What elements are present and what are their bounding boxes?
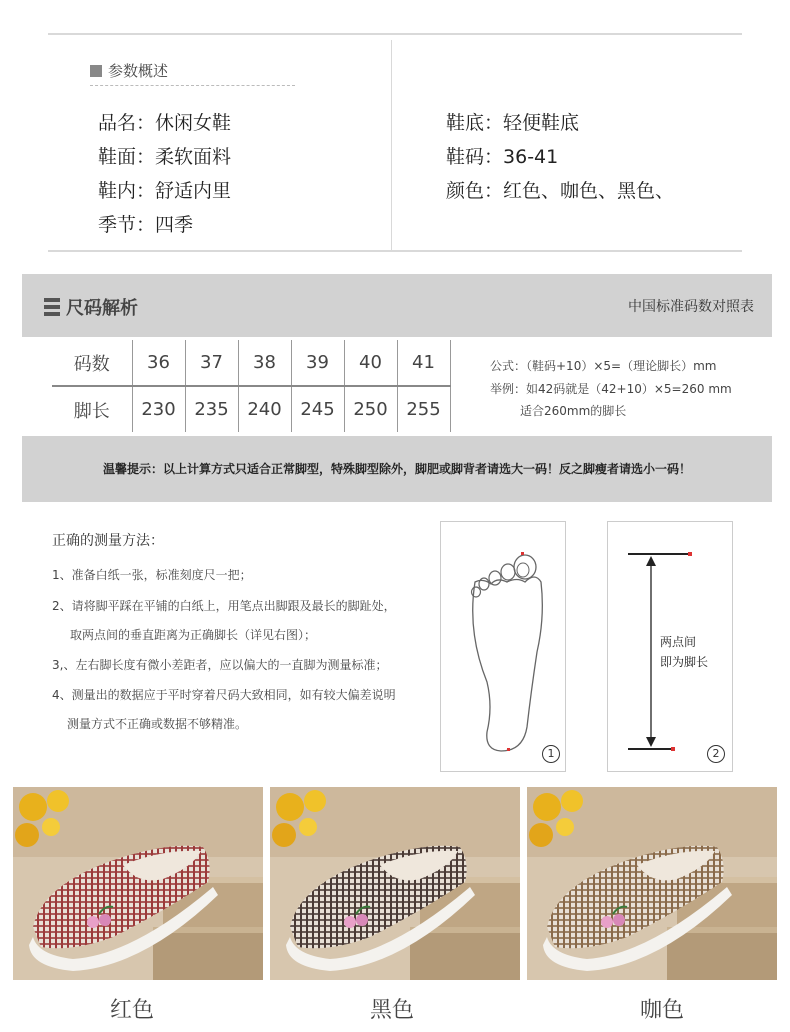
length-cell: 255 xyxy=(397,386,450,432)
param-name: 品名：休闲女鞋 xyxy=(98,112,232,134)
param-upper: 鞋面：柔软面料 xyxy=(98,146,232,168)
length-caption: 两点间 即为脚长 xyxy=(660,635,709,669)
overview-bottom-divider xyxy=(48,250,742,252)
size-cell: 39 xyxy=(291,340,344,386)
length-cell: 235 xyxy=(185,386,238,432)
param-color: 颜色：红色、咖色、黑色、 xyxy=(446,180,675,202)
menu-bars-icon xyxy=(44,298,60,316)
product-photo-red xyxy=(13,787,263,980)
measure-step: 4、测量出的数据应于平时穿着尺码大致相同，如有较大偏差说明 xyxy=(52,688,396,702)
color-label-brown: 咖色 xyxy=(640,998,685,1023)
param-size: 鞋码：36-41 xyxy=(446,146,559,168)
tip-banner xyxy=(22,436,772,502)
product-photo-black xyxy=(270,787,520,980)
size-cell: 40 xyxy=(344,340,397,386)
size-cell: 36 xyxy=(132,340,185,386)
overview-title: 参数概述 xyxy=(90,60,168,81)
table-row xyxy=(52,386,450,432)
length-figure xyxy=(607,521,733,772)
measure-step: 取两点间的垂直距离为正确脚长（详见右图）； xyxy=(70,628,317,642)
top-divider xyxy=(48,33,742,35)
overview-divider xyxy=(391,40,392,250)
measure-step: 3,、左右脚长度有微小差距者，应以偏大的一直脚为测量标准； xyxy=(52,658,388,672)
color-label-black: 黑色 xyxy=(370,998,415,1023)
row-header-size: 码数 xyxy=(52,340,132,386)
size-banner xyxy=(22,274,772,337)
overview-title-underline xyxy=(90,85,295,86)
formula-line: 公式：（鞋码+10）×5=（理论脚长）mm xyxy=(490,359,717,373)
measure-step: 2、请将脚平踩在平铺的白纸上，用笔点出脚跟及最长的脚趾处， xyxy=(52,599,396,613)
size-cell: 37 xyxy=(185,340,238,386)
length-cell: 245 xyxy=(291,386,344,432)
measure-step: 测量方式不正确或数据不够精准。 xyxy=(67,717,248,731)
formula-fit: 适合260mm的脚长 xyxy=(520,404,627,418)
figure-number-badge: 1 xyxy=(542,745,560,763)
length-cell: 240 xyxy=(238,386,291,432)
param-season: 季节：四季 xyxy=(98,214,194,236)
length-cell: 230 xyxy=(132,386,185,432)
foot-figure xyxy=(440,521,566,772)
product-photo-brown xyxy=(527,787,777,980)
tip-text: 温馨提示：以上计算方式只适合正常脚型，特殊脚型除外，脚肥或脚背者请选大一码！反之脚瘦者请选小一码！ xyxy=(102,462,691,476)
size-table xyxy=(52,340,451,432)
param-sole: 鞋底：轻便鞋底 xyxy=(446,112,580,134)
foot-outline-icon xyxy=(441,522,565,771)
table-row xyxy=(52,340,450,386)
length-cell: 250 xyxy=(344,386,397,432)
size-cell: 41 xyxy=(397,340,450,386)
measure-title: 正确的测量方法： xyxy=(52,533,164,549)
row-header-length: 脚长 xyxy=(52,386,132,432)
color-label-red: 红色 xyxy=(110,998,155,1023)
measure-step: 1、准备白纸一张，标准刻度尺一把； xyxy=(52,568,252,582)
square-icon xyxy=(90,65,102,77)
size-banner-title: 尺码解析 xyxy=(44,294,138,320)
formula-example: 举例：如42码就是（42+10）×5=260 mm xyxy=(490,382,732,396)
figure-number-badge: 2 xyxy=(707,745,725,763)
size-cell: 38 xyxy=(238,340,291,386)
size-banner-subtitle: 中国标准码数对照表 xyxy=(628,299,754,315)
param-lining: 鞋内：舒适内里 xyxy=(98,180,232,202)
